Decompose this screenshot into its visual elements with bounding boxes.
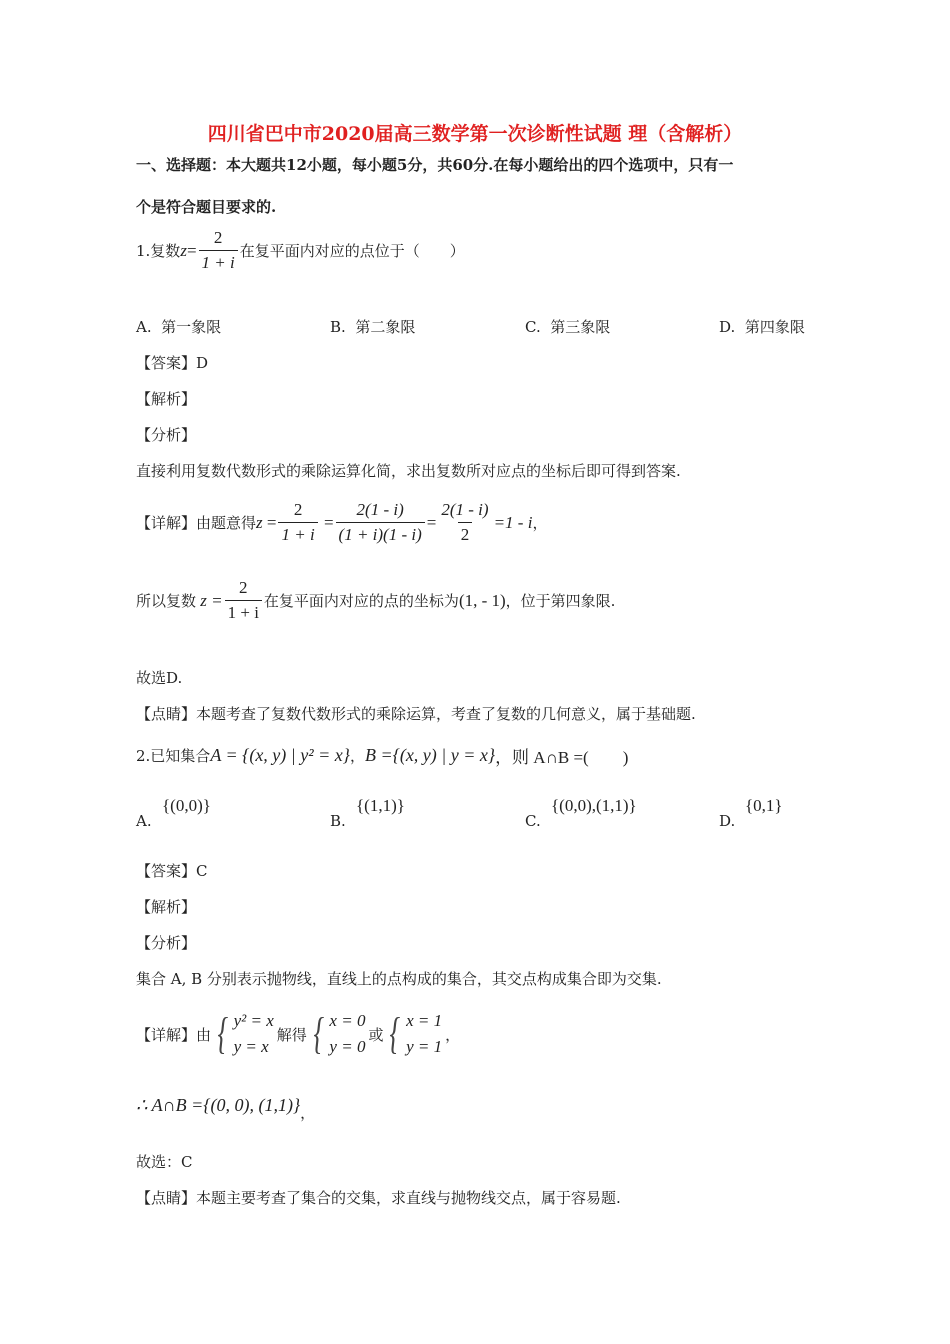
q1-comment: 【点睛】本题考查了复数代数形式的乘除运算，考查了复数的几何意义，属于基础题. bbox=[136, 705, 696, 723]
q1-so-tail: ，位于第四象限. bbox=[505, 592, 616, 610]
q2-option-d-text[interactable]: {0,1} bbox=[745, 796, 783, 815]
q1-conclusion: 所以复数 z = $\frac{2}{1 + i}$ 在复平面内对应的点的坐标为 (1, - 1) ，位于第四象限. bbox=[136, 578, 616, 622]
q2-setB: B ={(x, y) | y = x} bbox=[364, 744, 496, 765]
q1-detail-frac2: $\frac{2(1 - i)}{(1 + i)(1 - i)}$ bbox=[336, 500, 425, 545]
q2-solve: 解得 bbox=[276, 1025, 307, 1044]
q1-jiexi-label: 【解析】 bbox=[136, 390, 197, 408]
q1-detail-z: z bbox=[256, 512, 263, 532]
q1-z: z bbox=[180, 240, 187, 260]
q2-option-a-text[interactable]: {(0,0)} bbox=[162, 796, 211, 815]
q2-system-2: { x = 0 y = 0 bbox=[313, 1009, 366, 1058]
q1-so-frac: $\frac{2}{1 + i}$ bbox=[225, 578, 262, 623]
q1-detail-frac3: $\frac{2(1 - i)}{2}$ bbox=[441, 500, 489, 544]
q1-stem bbox=[136, 228, 465, 273]
q2-option-a-letter[interactable]: A. bbox=[136, 812, 152, 830]
q1-prefix: 1.复数 bbox=[136, 242, 181, 260]
q1-eq: = bbox=[186, 240, 197, 260]
q2-system-3: { x = 1 y = 1 bbox=[389, 1009, 443, 1058]
q2-fenxi-label: 【分析】 bbox=[136, 934, 197, 952]
q1-detail-result: =1 - i bbox=[493, 512, 533, 532]
q1-option-a[interactable]: A. 第一象限 bbox=[136, 318, 222, 336]
q1-analysis: 直接利用复数代数形式的乘除运算化简，求出复数所对应点的坐标后即可得到答案. bbox=[136, 462, 681, 480]
q2-tail: ，则 A∩B =( ) bbox=[495, 747, 629, 767]
q1-detail: 【详解】由题意得 z = $\frac{2}{1 + i}$ = $\frac{2(1 - i)}{(1 + i)(1 - i)}$ = $\frac{2(1 - i)}{2}$ =1 - i ， bbox=[136, 500, 548, 544]
q1-so-mid: 在复平面内对应的点的坐标为 bbox=[263, 592, 459, 610]
section-heading-line1: 一、选择题：本大题共12小题，每小题5分，共60分.在每小题给出的四个选项中，只有一 bbox=[136, 156, 734, 174]
q2-prefix: 2.已知集合 bbox=[136, 746, 211, 765]
q2-analysis: 集合 A, B 分别表示抛物线，直线上的点构成的集合，其交点构成集合即为交集. bbox=[136, 970, 662, 988]
q1-option-d[interactable]: D. 第四象限 bbox=[719, 318, 805, 336]
q2-setA: A = {(x, y) | y² = x} bbox=[210, 744, 350, 765]
q2-option-d-letter[interactable]: D. bbox=[719, 812, 736, 830]
q1-option-b[interactable]: B. 第二象限 bbox=[330, 318, 416, 336]
q2-comment: 【点睛】本题主要考查了集合的交集，求直线与抛物线交点，属于容易题. bbox=[136, 1189, 621, 1207]
q2-option-c-text[interactable]: {(0,0),(1,1)} bbox=[551, 796, 637, 815]
q1-detail-frac1: $\frac{2}{1 + i}$ bbox=[278, 500, 317, 545]
q2-jiexi-label: 【解析】 bbox=[136, 898, 197, 916]
q1-choose: 故选D. bbox=[136, 669, 183, 687]
q2-choose: 故选：C bbox=[136, 1153, 193, 1171]
section-heading-line2: 个是符合题目要求的. bbox=[136, 198, 277, 216]
q1-suffix: 在复平面内对应的点位于（ ） bbox=[239, 242, 465, 260]
q1-frac-den: 1 + i bbox=[199, 250, 238, 273]
q1-answer: 【答案】D bbox=[136, 354, 209, 372]
q1-option-c[interactable]: C. 第三象限 bbox=[525, 318, 611, 336]
q1-fenxi-label: 【分析】 bbox=[136, 426, 197, 444]
q2-system-1: { y² = x y = x bbox=[217, 1009, 274, 1058]
q2-answer: 【答案】C bbox=[136, 862, 208, 880]
q2-or: 或 bbox=[368, 1025, 384, 1044]
q1-fraction bbox=[199, 228, 238, 273]
q2-therefore-expr: ∴ A∩B ={(0, 0), (1,1)} bbox=[136, 1095, 301, 1115]
q2-therefore: ∴ A∩B ={(0, 0), (1,1)} ， bbox=[136, 1095, 316, 1122]
q1-detail-label: 【详解】由题意得 bbox=[136, 514, 257, 532]
q1-frac-num: 2 bbox=[213, 228, 223, 247]
q1-so-point: (1, - 1) bbox=[458, 590, 506, 610]
q2-option-b-text[interactable]: {(1,1)} bbox=[356, 796, 405, 815]
q2-detail-label: 【详解】由 bbox=[136, 1025, 212, 1044]
q2-option-c-letter[interactable]: C. bbox=[525, 812, 541, 830]
q2-detail: 【详解】由 { y² = x y = x 解得 { x = 0 y = 0 或 { x = 1 y = 1 ， bbox=[136, 1009, 461, 1058]
q1-so-prefix: 所以复数 bbox=[136, 592, 197, 610]
doc-title: 四川省巴中市2020届高三数学第一次诊断性试题 理（含解析） bbox=[207, 123, 743, 145]
q2-stem: 2.已知集合 A = {(x, y) | y² = x} ， B ={(x, y) | y = x} ，则 A∩B =( ) bbox=[136, 744, 629, 767]
q2-option-b-letter[interactable]: B. bbox=[330, 812, 346, 830]
